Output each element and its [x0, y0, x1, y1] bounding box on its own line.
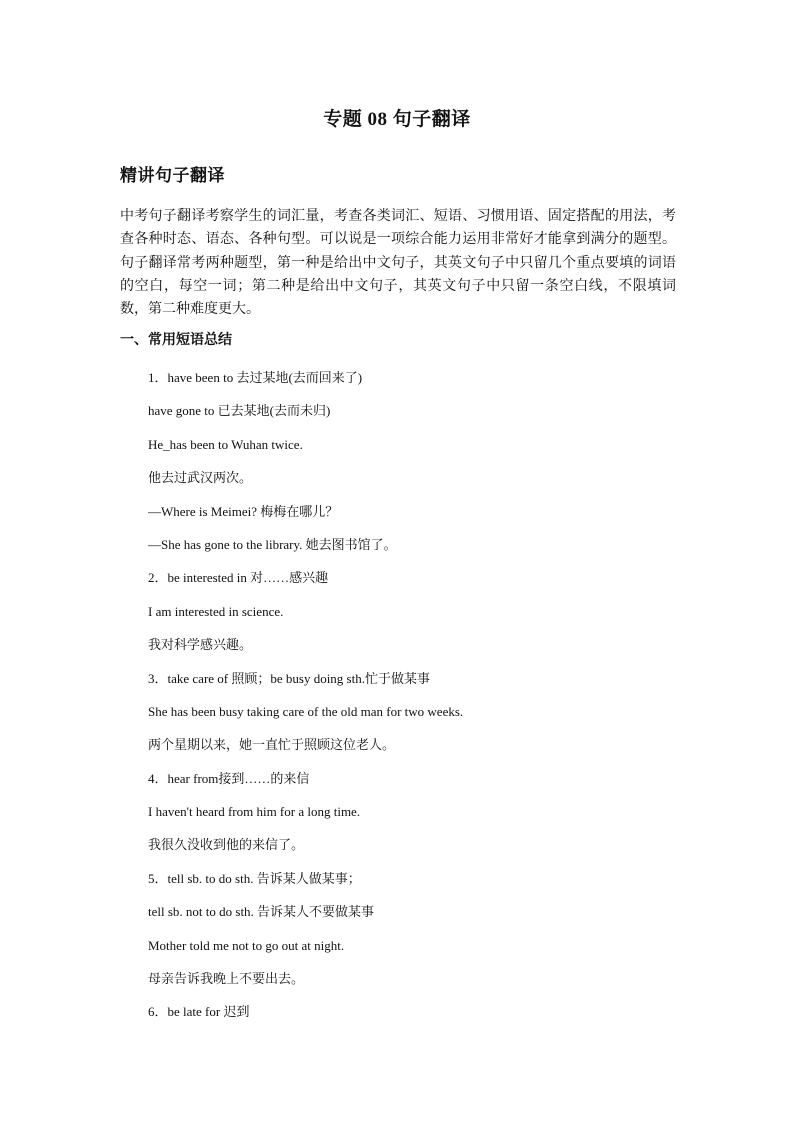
- phrase-line-16: 5．tell sb. to do sth. 告诉某人做某事；: [148, 870, 361, 886]
- phrase-line-8: I am interested in science.: [148, 603, 284, 619]
- phrase-line-3: He_has been to Wuhan twice.: [148, 436, 303, 452]
- phrase-line-6: —She has gone to the library. 她去图书馆了。: [148, 536, 397, 552]
- phrase-line-19: 母亲告诉我晚上不要出去。: [148, 971, 305, 987]
- phrase-list: [148, 368, 688, 1036]
- phrase-line-15: 我很久没收到他的来信了。: [148, 837, 305, 853]
- phrase-line-4: 他去过武汉两次。: [148, 470, 253, 486]
- phrase-line-12: 两个星期以来，她一直忙于照顾这位老人。: [148, 737, 396, 753]
- phrase-line-17: tell sb. not to do sth. 告诉某人不要做某事: [148, 904, 375, 920]
- phrase-line-14: I haven't heard from him for a long time.: [148, 804, 361, 820]
- phrase-line-2: have gone to 已去某地(去而未归): [148, 403, 331, 419]
- page-title: 专题 08 句子翻译: [323, 109, 471, 130]
- intro-paragraph: 中考句子翻译考察学生的词汇量，考查各类词汇、短语、习惯用语、固定搭配的用法，考查各种时态、语态、各种句型。可以说是一项综合能力运用非常好才能拿到满分的题型。句子翻译常考两种题型，第一种是给出中文句子，其英文句子中只留几个重点要填的词语的空白，每空一词；第二种是给出中文句子，其英文句子中只留一条空白线，不限填词数，第二种难度更大。: [120, 209, 676, 318]
- phrase-line-10: 3．take care of 照顾；be busy doing sth.忙于做某事: [148, 670, 430, 686]
- phrase-line-11: She has been busy taking care of the old man for two weeks.: [148, 703, 464, 719]
- phrase-line-18: Mother told me not to go out at night.: [148, 937, 345, 953]
- phrase-line-13: 4．hear from接到……的来信: [148, 770, 310, 786]
- phrase-line-5: —Where is Meimei? 梅梅在哪儿？: [148, 503, 339, 519]
- phrase-line-1: 1．have been to 去过某地(去而回来了): [148, 370, 363, 385]
- subsection-title: 一、常用短语总结: [120, 333, 232, 348]
- phrase-line-20: 6．be late for 迟到: [148, 1004, 250, 1020]
- phrase-line-9: 我对科学感兴趣。: [148, 637, 253, 653]
- phrase-line-7: 2．be interested in 对……感兴趣: [148, 570, 329, 586]
- section-title: 精讲句子翻译: [120, 166, 225, 185]
